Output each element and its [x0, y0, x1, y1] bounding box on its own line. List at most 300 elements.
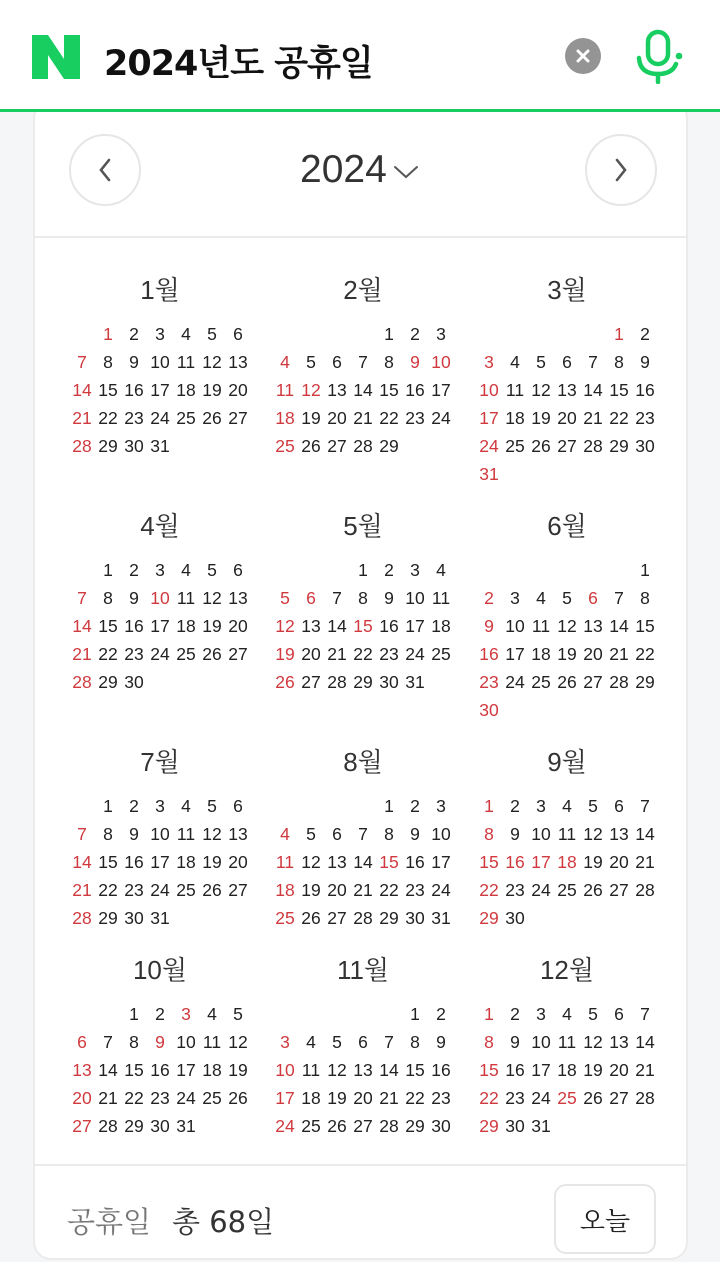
day[interactable]: 30 — [379, 672, 399, 692]
holiday-day[interactable]: 28 — [72, 672, 92, 692]
day[interactable]: 8 — [103, 588, 113, 608]
day[interactable]: 3 — [510, 588, 520, 608]
day[interactable]: 14 — [379, 1060, 399, 1080]
holiday-day[interactable]: 4 — [280, 352, 290, 372]
day[interactable]: 13 — [583, 616, 603, 636]
day[interactable]: 2 — [410, 324, 420, 344]
day[interactable]: 24 — [431, 880, 451, 900]
naver-logo-icon[interactable] — [32, 35, 80, 79]
day[interactable]: 15 — [635, 616, 655, 636]
day[interactable]: 28 — [635, 880, 655, 900]
day[interactable]: 5 — [207, 324, 217, 344]
day[interactable]: 7 — [640, 796, 650, 816]
day[interactable]: 11 — [557, 1032, 577, 1052]
day[interactable]: 16 — [635, 380, 655, 400]
day[interactable]: 20 — [583, 644, 603, 664]
day[interactable]: 28 — [353, 436, 373, 456]
day[interactable]: 30 — [124, 436, 144, 456]
next-year-button[interactable] — [585, 134, 657, 206]
day[interactable]: 23 — [505, 880, 525, 900]
day[interactable]: 14 — [353, 380, 373, 400]
today-button[interactable]: 오늘 — [554, 1184, 656, 1254]
day[interactable]: 31 — [150, 908, 170, 928]
day[interactable]: 14 — [583, 380, 603, 400]
day[interactable]: 9 — [129, 352, 139, 372]
day[interactable]: 14 — [635, 824, 655, 844]
day[interactable]: 8 — [410, 1032, 420, 1052]
holiday-day[interactable]: 4 — [280, 824, 290, 844]
day[interactable]: 24 — [150, 644, 170, 664]
day[interactable]: 22 — [353, 644, 373, 664]
day[interactable]: 9 — [410, 824, 420, 844]
day[interactable]: 1 — [103, 796, 113, 816]
day[interactable]: 2 — [510, 796, 520, 816]
day[interactable]: 23 — [150, 1088, 170, 1108]
day[interactable]: 28 — [635, 1088, 655, 1108]
day[interactable]: 5 — [536, 352, 546, 372]
holiday-day[interactable]: 7 — [77, 352, 87, 372]
holiday-day[interactable]: 6 — [588, 588, 598, 608]
day[interactable]: 30 — [150, 1116, 170, 1136]
holiday-day[interactable]: 18 — [275, 408, 295, 428]
day[interactable]: 6 — [614, 796, 624, 816]
day[interactable]: 27 — [228, 408, 248, 428]
day[interactable]: 3 — [436, 796, 446, 816]
holiday-day[interactable]: 1 — [614, 324, 624, 344]
holiday-day[interactable]: 28 — [72, 436, 92, 456]
day[interactable]: 10 — [531, 1032, 551, 1052]
day[interactable]: 4 — [562, 796, 572, 816]
day[interactable]: 3 — [155, 560, 165, 580]
holiday-day[interactable]: 2 — [484, 588, 494, 608]
day[interactable]: 21 — [583, 408, 603, 428]
day[interactable]: 16 — [405, 380, 425, 400]
day[interactable]: 23 — [379, 644, 399, 664]
day[interactable]: 21 — [635, 852, 655, 872]
day[interactable]: 5 — [588, 796, 598, 816]
day[interactable]: 25 — [176, 408, 196, 428]
day[interactable]: 31 — [531, 1116, 551, 1136]
day[interactable]: 14 — [353, 852, 373, 872]
day[interactable]: 2 — [129, 560, 139, 580]
day[interactable]: 14 — [635, 1032, 655, 1052]
day[interactable]: 11 — [176, 588, 196, 608]
day[interactable]: 20 — [327, 880, 347, 900]
day[interactable]: 20 — [228, 616, 248, 636]
day[interactable]: 18 — [431, 616, 451, 636]
day[interactable]: 27 — [228, 880, 248, 900]
day[interactable]: 7 — [358, 824, 368, 844]
day[interactable]: 8 — [129, 1032, 139, 1052]
day[interactable]: 23 — [635, 408, 655, 428]
day[interactable]: 10 — [150, 352, 170, 372]
day[interactable]: 9 — [129, 824, 139, 844]
day[interactable]: 8 — [384, 824, 394, 844]
day[interactable]: 2 — [129, 796, 139, 816]
day[interactable]: 26 — [228, 1088, 248, 1108]
day[interactable]: 27 — [609, 880, 629, 900]
day[interactable]: 11 — [505, 380, 525, 400]
holiday-day[interactable]: 29 — [479, 1116, 499, 1136]
day[interactable]: 7 — [103, 1032, 113, 1052]
day[interactable]: 6 — [358, 1032, 368, 1052]
day[interactable]: 11 — [557, 824, 577, 844]
day[interactable]: 23 — [405, 408, 425, 428]
holiday-day[interactable]: 3 — [181, 1004, 191, 1024]
day[interactable]: 13 — [353, 1060, 373, 1080]
day[interactable]: 19 — [202, 616, 222, 636]
holiday-day[interactable]: 13 — [72, 1060, 92, 1080]
day[interactable]: 26 — [531, 436, 551, 456]
day[interactable]: 18 — [176, 852, 196, 872]
holiday-day[interactable]: 14 — [72, 616, 92, 636]
holiday-day[interactable]: 3 — [280, 1032, 290, 1052]
day[interactable]: 23 — [124, 880, 144, 900]
day[interactable]: 10 — [176, 1032, 196, 1052]
day[interactable]: 20 — [353, 1088, 373, 1108]
day[interactable]: 12 — [327, 1060, 347, 1080]
day[interactable]: 26 — [301, 436, 321, 456]
day[interactable]: 19 — [301, 880, 321, 900]
day[interactable]: 24 — [431, 408, 451, 428]
day[interactable]: 19 — [228, 1060, 248, 1080]
day[interactable]: 19 — [583, 852, 603, 872]
day[interactable]: 20 — [301, 644, 321, 664]
day[interactable]: 12 — [583, 824, 603, 844]
day[interactable]: 18 — [301, 1088, 321, 1108]
day[interactable]: 10 — [405, 588, 425, 608]
day[interactable]: 2 — [510, 1004, 520, 1024]
day[interactable]: 22 — [405, 1088, 425, 1108]
holiday-day[interactable]: 21 — [72, 880, 92, 900]
day[interactable]: 25 — [202, 1088, 222, 1108]
day[interactable]: 17 — [531, 1060, 551, 1080]
day[interactable]: 4 — [306, 1032, 316, 1052]
holiday-day[interactable]: 12 — [275, 616, 295, 636]
day[interactable]: 2 — [155, 1004, 165, 1024]
day[interactable]: 29 — [379, 436, 399, 456]
day[interactable]: 6 — [233, 560, 243, 580]
day[interactable]: 21 — [327, 644, 347, 664]
holiday-day[interactable]: 24 — [479, 436, 499, 456]
day[interactable]: 2 — [384, 560, 394, 580]
holiday-day[interactable]: 16 — [505, 852, 525, 872]
day[interactable]: 27 — [301, 672, 321, 692]
day[interactable]: 16 — [405, 852, 425, 872]
day[interactable]: 30 — [505, 908, 525, 928]
day[interactable]: 27 — [228, 644, 248, 664]
day[interactable]: 3 — [536, 1004, 546, 1024]
day[interactable]: 15 — [124, 1060, 144, 1080]
day[interactable]: 23 — [431, 1088, 451, 1108]
day[interactable]: 21 — [353, 408, 373, 428]
day[interactable]: 14 — [327, 616, 347, 636]
holiday-day[interactable]: 6 — [77, 1032, 87, 1052]
holiday-day[interactable]: 8 — [484, 824, 494, 844]
day[interactable]: 15 — [379, 380, 399, 400]
day[interactable]: 20 — [557, 408, 577, 428]
holiday-day[interactable]: 6 — [306, 588, 316, 608]
holiday-day[interactable]: 10 — [479, 380, 499, 400]
day[interactable]: 23 — [405, 880, 425, 900]
day[interactable]: 29 — [98, 908, 118, 928]
holiday-day[interactable]: 17 — [275, 1088, 295, 1108]
day[interactable]: 5 — [332, 1032, 342, 1052]
day[interactable]: 29 — [405, 1116, 425, 1136]
day[interactable]: 18 — [531, 644, 551, 664]
holiday-day[interactable]: 10 — [275, 1060, 295, 1080]
day[interactable]: 27 — [609, 1088, 629, 1108]
day[interactable]: 29 — [98, 672, 118, 692]
day[interactable]: 27 — [583, 672, 603, 692]
holiday-day[interactable]: 9 — [155, 1032, 165, 1052]
day[interactable]: 28 — [98, 1116, 118, 1136]
year-dropdown[interactable] — [300, 148, 419, 192]
day[interactable]: 11 — [531, 616, 551, 636]
day[interactable]: 13 — [228, 824, 248, 844]
day[interactable]: 18 — [557, 1060, 577, 1080]
day[interactable]: 21 — [98, 1088, 118, 1108]
day[interactable]: 19 — [327, 1088, 347, 1108]
day[interactable]: 16 — [379, 616, 399, 636]
day[interactable]: 22 — [98, 408, 118, 428]
day[interactable]: 25 — [505, 436, 525, 456]
day[interactable]: 2 — [129, 324, 139, 344]
holiday-day[interactable]: 9 — [410, 352, 420, 372]
day[interactable]: 15 — [609, 380, 629, 400]
day[interactable]: 3 — [436, 324, 446, 344]
day[interactable]: 11 — [176, 352, 196, 372]
holiday-day[interactable]: 14 — [72, 852, 92, 872]
day[interactable]: 20 — [228, 380, 248, 400]
day[interactable]: 17 — [405, 616, 425, 636]
day[interactable]: 21 — [379, 1088, 399, 1108]
day[interactable]: 6 — [233, 324, 243, 344]
day[interactable]: 9 — [384, 588, 394, 608]
day[interactable]: 29 — [609, 436, 629, 456]
day[interactable]: 12 — [557, 616, 577, 636]
day[interactable]: 5 — [233, 1004, 243, 1024]
day[interactable]: 29 — [98, 436, 118, 456]
day[interactable]: 21 — [353, 880, 373, 900]
day[interactable]: 26 — [202, 408, 222, 428]
day[interactable]: 26 — [327, 1116, 347, 1136]
day[interactable]: 30 — [505, 1116, 525, 1136]
holiday-day[interactable]: 25 — [275, 436, 295, 456]
day[interactable]: 2 — [410, 796, 420, 816]
day[interactable]: 5 — [562, 588, 572, 608]
day[interactable]: 17 — [176, 1060, 196, 1080]
day[interactable]: 30 — [635, 436, 655, 456]
day[interactable]: 8 — [614, 352, 624, 372]
day[interactable]: 23 — [124, 644, 144, 664]
day[interactable]: 8 — [358, 588, 368, 608]
day[interactable]: 22 — [609, 408, 629, 428]
holiday-day[interactable]: 25 — [557, 1088, 577, 1108]
day[interactable]: 22 — [98, 880, 118, 900]
day[interactable]: 16 — [124, 852, 144, 872]
holiday-day[interactable]: 15 — [479, 852, 499, 872]
day[interactable]: 28 — [583, 436, 603, 456]
day[interactable]: 19 — [301, 408, 321, 428]
day[interactable]: 17 — [431, 380, 451, 400]
day[interactable]: 19 — [202, 852, 222, 872]
holiday-day[interactable]: 26 — [275, 672, 295, 692]
day[interactable]: 1 — [103, 560, 113, 580]
day[interactable]: 7 — [588, 352, 598, 372]
day[interactable]: 1 — [410, 1004, 420, 1024]
day[interactable]: 24 — [405, 644, 425, 664]
day[interactable]: 25 — [301, 1116, 321, 1136]
day[interactable]: 7 — [384, 1032, 394, 1052]
day[interactable]: 5 — [207, 796, 217, 816]
day[interactable]: 16 — [124, 380, 144, 400]
day[interactable]: 25 — [557, 880, 577, 900]
day[interactable]: 27 — [557, 436, 577, 456]
day[interactable]: 18 — [176, 616, 196, 636]
day[interactable]: 6 — [562, 352, 572, 372]
holiday-day[interactable]: 25 — [275, 908, 295, 928]
day[interactable]: 27 — [327, 908, 347, 928]
day[interactable]: 9 — [129, 588, 139, 608]
holiday-day[interactable]: 16 — [479, 644, 499, 664]
voice-search-button[interactable] — [634, 28, 684, 84]
day[interactable]: 24 — [176, 1088, 196, 1108]
day[interactable]: 22 — [379, 408, 399, 428]
holiday-day[interactable]: 14 — [72, 380, 92, 400]
day[interactable]: 4 — [207, 1004, 217, 1024]
day[interactable]: 26 — [202, 880, 222, 900]
day[interactable]: 1 — [129, 1004, 139, 1024]
day[interactable]: 23 — [124, 408, 144, 428]
holiday-day[interactable]: 21 — [72, 644, 92, 664]
holiday-day[interactable]: 3 — [484, 352, 494, 372]
day[interactable]: 20 — [327, 408, 347, 428]
day[interactable]: 14 — [609, 616, 629, 636]
day[interactable]: 6 — [233, 796, 243, 816]
day[interactable]: 13 — [327, 852, 347, 872]
day[interactable]: 8 — [640, 588, 650, 608]
day[interactable]: 16 — [150, 1060, 170, 1080]
day[interactable]: 19 — [583, 1060, 603, 1080]
holiday-day[interactable]: 18 — [557, 852, 577, 872]
day[interactable]: 15 — [98, 852, 118, 872]
day[interactable]: 16 — [505, 1060, 525, 1080]
day[interactable]: 16 — [124, 616, 144, 636]
holiday-day[interactable]: 8 — [484, 1032, 494, 1052]
holiday-day[interactable]: 24 — [275, 1116, 295, 1136]
day[interactable]: 31 — [431, 908, 451, 928]
day[interactable]: 21 — [635, 1060, 655, 1080]
day[interactable]: 2 — [436, 1004, 446, 1024]
day[interactable]: 24 — [150, 880, 170, 900]
holiday-day[interactable]: 10 — [150, 588, 170, 608]
holiday-day[interactable]: 1 — [103, 324, 113, 344]
day[interactable]: 20 — [228, 852, 248, 872]
holiday-day[interactable]: 1 — [484, 1004, 494, 1024]
day[interactable]: 19 — [557, 644, 577, 664]
day[interactable]: 22 — [124, 1088, 144, 1108]
day[interactable]: 26 — [202, 644, 222, 664]
day[interactable]: 24 — [531, 1088, 551, 1108]
day[interactable]: 29 — [379, 908, 399, 928]
holiday-day[interactable]: 21 — [72, 408, 92, 428]
day[interactable]: 13 — [609, 1032, 629, 1052]
day[interactable]: 12 — [228, 1032, 248, 1052]
day[interactable]: 7 — [640, 1004, 650, 1024]
day[interactable]: 17 — [150, 616, 170, 636]
day[interactable]: 13 — [609, 824, 629, 844]
day[interactable]: 4 — [181, 560, 191, 580]
day[interactable]: 12 — [583, 1032, 603, 1052]
day[interactable]: 17 — [150, 380, 170, 400]
day[interactable]: 26 — [583, 1088, 603, 1108]
day[interactable]: 26 — [301, 908, 321, 928]
holiday-day[interactable]: 7 — [77, 824, 87, 844]
day[interactable]: 28 — [379, 1116, 399, 1136]
day[interactable]: 6 — [332, 352, 342, 372]
day[interactable]: 18 — [176, 380, 196, 400]
day[interactable]: 24 — [150, 408, 170, 428]
day[interactable]: 27 — [327, 436, 347, 456]
day[interactable]: 3 — [155, 796, 165, 816]
holiday-day[interactable]: 22 — [479, 880, 499, 900]
day[interactable]: 4 — [181, 796, 191, 816]
day[interactable]: 30 — [431, 1116, 451, 1136]
holiday-day[interactable]: 30 — [479, 700, 499, 720]
day[interactable]: 4 — [562, 1004, 572, 1024]
day[interactable]: 15 — [98, 616, 118, 636]
day[interactable]: 11 — [301, 1060, 321, 1080]
day[interactable]: 5 — [207, 560, 217, 580]
day[interactable]: 5 — [306, 352, 316, 372]
holiday-day[interactable]: 17 — [479, 408, 499, 428]
day[interactable]: 13 — [301, 616, 321, 636]
day[interactable]: 11 — [176, 824, 196, 844]
day[interactable]: 13 — [327, 380, 347, 400]
day[interactable]: 29 — [353, 672, 373, 692]
holiday-day[interactable]: 28 — [72, 908, 92, 928]
day[interactable]: 12 — [301, 852, 321, 872]
day[interactable]: 10 — [505, 616, 525, 636]
day[interactable]: 25 — [176, 644, 196, 664]
day[interactable]: 3 — [536, 796, 546, 816]
day[interactable]: 12 — [202, 352, 222, 372]
day[interactable]: 29 — [635, 672, 655, 692]
holiday-day[interactable]: 20 — [72, 1088, 92, 1108]
day[interactable]: 22 — [635, 644, 655, 664]
holiday-day[interactable]: 5 — [280, 588, 290, 608]
day[interactable]: 5 — [306, 824, 316, 844]
holiday-day[interactable]: 15 — [379, 852, 399, 872]
day[interactable]: 28 — [609, 672, 629, 692]
day[interactable]: 27 — [353, 1116, 373, 1136]
holiday-day[interactable]: 9 — [484, 616, 494, 636]
day[interactable]: 25 — [531, 672, 551, 692]
day[interactable]: 30 — [405, 908, 425, 928]
day[interactable]: 26 — [583, 880, 603, 900]
day[interactable]: 1 — [640, 560, 650, 580]
day[interactable]: 9 — [510, 1032, 520, 1052]
day[interactable]: 9 — [510, 824, 520, 844]
day[interactable]: 17 — [150, 852, 170, 872]
search-query-input[interactable]: 2024년도 공휴일 — [104, 44, 373, 84]
day[interactable]: 31 — [150, 436, 170, 456]
holiday-day[interactable]: 1 — [484, 796, 494, 816]
holiday-day[interactable]: 10 — [431, 352, 451, 372]
day[interactable]: 13 — [557, 380, 577, 400]
day[interactable]: 12 — [531, 380, 551, 400]
